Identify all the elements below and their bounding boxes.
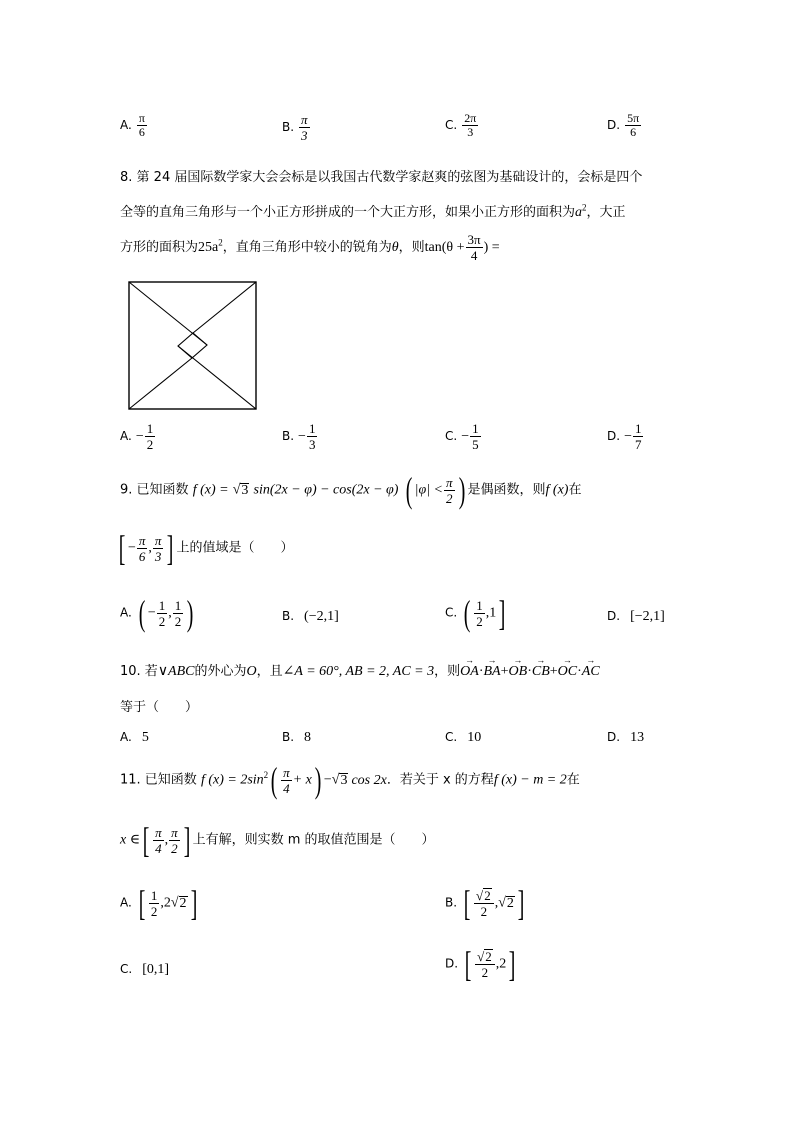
math-expr: 25a — [198, 240, 219, 255]
option-label: C. — [445, 118, 458, 133]
bracket-right: ] — [183, 820, 190, 860]
q7-option-d[interactable] — [607, 112, 642, 139]
math-expr: x ∈ — [120, 832, 141, 848]
denominator: 4 — [155, 840, 162, 856]
dot: · — [527, 664, 532, 679]
option-value: ,2 — [495, 956, 507, 972]
option-label: A. — [120, 605, 132, 620]
minus-sign: − — [128, 540, 136, 556]
option-value: 10 — [467, 730, 482, 745]
q8-option-c[interactable] — [445, 421, 482, 452]
math-expr: |φ| < — [414, 482, 443, 498]
vector-oa: → OA — [460, 664, 479, 680]
q11-text: ．若关于 x 的方程 — [386, 772, 494, 788]
q9-option-d[interactable] — [607, 607, 665, 625]
paren-left: ( — [270, 760, 278, 800]
bracket-right: ] — [517, 883, 525, 923]
math-var: O — [246, 664, 257, 679]
option-value: [−2,1] — [630, 609, 665, 624]
denominator: 5 — [472, 437, 479, 452]
q11-option-b[interactable] — [445, 885, 527, 921]
q8-text: ，大正 — [586, 205, 626, 220]
paren-right: ) — [458, 470, 465, 510]
bracket-left: [ — [138, 883, 146, 923]
q8-line2 — [120, 201, 626, 221]
fraction — [444, 475, 455, 506]
sign: − — [135, 429, 144, 445]
option-label: B. — [282, 429, 295, 444]
denominator: 6 — [138, 548, 146, 564]
sqrt-symbol: √ — [232, 482, 241, 498]
minus-sign: − — [323, 772, 332, 788]
math-expr: ∠A = 60°, AB = 2, AC = 3 — [282, 664, 435, 679]
option-value: 13 — [630, 730, 645, 745]
denominator: 6 — [630, 125, 637, 139]
numerator: 1 — [150, 887, 158, 903]
q9-text: 上的值域是（ ） — [176, 540, 294, 556]
denominator: 4 — [283, 780, 290, 796]
q10-option-c[interactable] — [445, 728, 481, 746]
sqrt-body: 3 — [340, 772, 348, 788]
fraction — [157, 598, 168, 629]
denominator: 2 — [480, 903, 488, 919]
bracket-left: [ — [464, 944, 472, 984]
fraction — [474, 598, 485, 629]
denominator: 3 — [467, 125, 474, 139]
q8-text: ，直角三角形中较小的锐角为 — [222, 240, 392, 255]
option-label: D. — [607, 118, 621, 133]
option-label: D. — [607, 730, 621, 744]
option-label: D. — [607, 609, 621, 623]
fraction — [149, 888, 160, 919]
q9-option-b[interactable] — [282, 607, 339, 625]
math-expr: f (x) = — [192, 482, 229, 498]
minus-sign: − — [147, 605, 156, 621]
option-label: B. — [445, 895, 458, 910]
option-label: D. — [607, 429, 621, 444]
numerator: π — [154, 532, 162, 548]
option-value: 8 — [304, 730, 312, 745]
paren-right: ) — [314, 760, 322, 800]
option-value: [0,1] — [142, 962, 170, 977]
fraction — [462, 112, 478, 139]
denominator: 3 — [308, 437, 316, 452]
denominator: 2 — [476, 613, 483, 629]
vector-ac: → AC — [582, 664, 600, 680]
numerator: 1 — [146, 421, 154, 436]
fraction — [466, 232, 483, 263]
vector-oc: → OC — [558, 664, 577, 680]
fraction — [137, 112, 147, 139]
math-var: θ — [391, 240, 399, 255]
paren-left: ( — [463, 593, 471, 633]
fraction — [169, 825, 180, 856]
numerator: √2 — [475, 949, 495, 965]
numerator: 1 — [634, 421, 642, 436]
q11-option-a[interactable] — [120, 885, 200, 921]
fraction — [474, 888, 494, 919]
bracket-left: [ — [118, 528, 126, 568]
option-value: ,2 — [160, 895, 171, 911]
q8-line3 — [120, 232, 500, 263]
sign: − — [624, 429, 632, 445]
fraction — [470, 421, 481, 452]
q11-option-d[interactable] — [445, 946, 518, 982]
dot: · — [577, 664, 582, 679]
q9-text: 在 — [568, 482, 582, 498]
numerator: π — [445, 474, 453, 490]
denominator: 2 — [146, 437, 154, 452]
q8-line1: 8. 第 24 届国际数学家大会会标是以我国古代数学家赵爽的弦图为基础设计的，会标是四个 — [120, 170, 643, 185]
option-label: B. — [282, 730, 295, 744]
sqrt-body: 2 — [179, 895, 187, 911]
q8-text: ，则 — [398, 240, 425, 255]
plus: + — [549, 664, 558, 679]
denominator: 6 — [138, 125, 145, 139]
bracket-right: ] — [167, 528, 174, 568]
plus: + — [500, 664, 509, 679]
option-label: D. — [445, 956, 459, 971]
fraction — [475, 949, 495, 980]
math-var: a — [575, 205, 583, 220]
q10-text: ，则 — [434, 664, 461, 679]
paren-left: ( — [405, 470, 412, 510]
q9-line2 — [116, 530, 293, 566]
sqrt-symbol: √ — [498, 895, 506, 911]
math-expr: + x — [292, 772, 312, 788]
numerator: 2π — [464, 111, 477, 125]
q9-text: 9. 已知函数 — [120, 482, 189, 498]
outer-square — [129, 282, 256, 409]
denominator: 2 — [481, 964, 489, 980]
vector-cb: → CB — [532, 664, 550, 680]
numerator: π — [171, 824, 178, 840]
q8-text: 方形的面积为 — [120, 240, 199, 255]
numerator: π — [283, 764, 290, 780]
denominator: 2 — [445, 490, 453, 506]
fraction — [153, 533, 164, 564]
sign: − — [298, 429, 306, 445]
bracket-right: ] — [508, 944, 516, 984]
sqrt-body: 2 — [485, 948, 492, 964]
comma: , — [168, 605, 172, 621]
q8-option-b[interactable] — [282, 421, 318, 452]
math-expr: ) = — [483, 240, 500, 255]
numerator: 3π — [467, 232, 481, 247]
option-value: (−2,1] — [304, 609, 339, 624]
q11-text: 11. 已知函数 — [120, 772, 197, 788]
numerator: 1 — [174, 597, 182, 613]
fraction — [281, 765, 292, 796]
sqrt-symbol: √ — [331, 772, 340, 788]
math-expr: sin(2x − φ) − cos(2x − φ) — [253, 482, 399, 498]
option-label: A. — [120, 895, 132, 910]
triangle-edge — [193, 282, 256, 333]
q10-line1 — [120, 660, 600, 680]
q8-text: 全等的直角三角形与一个小正方形拼成的一个大正方形，如果小正方形的面积为 — [120, 205, 576, 220]
comma: , — [164, 832, 169, 848]
math-expr: f (x) = 2sin — [200, 772, 264, 788]
numerator: π — [138, 532, 146, 548]
numerator: π — [138, 111, 145, 125]
bracket-right: ] — [498, 593, 506, 633]
option-label: B. — [282, 609, 295, 623]
denominator: 3 — [154, 548, 162, 564]
fraction — [137, 533, 148, 564]
inner-square — [178, 333, 207, 358]
bracket-left: [ — [463, 883, 471, 923]
denominator: 3 — [301, 128, 308, 143]
q11-line2 — [120, 822, 435, 858]
triangle-edge — [129, 358, 192, 409]
q9-option-a[interactable] — [120, 595, 196, 631]
superscript: 2 — [218, 237, 223, 248]
numerator: π — [301, 112, 308, 127]
fraction — [153, 825, 164, 856]
q10-text: ，且 — [256, 664, 283, 679]
numerator: 1 — [158, 597, 166, 613]
q10-option-d[interactable] — [607, 728, 644, 746]
bracket-right: ] — [190, 883, 197, 923]
q8-option-d[interactable] — [607, 421, 644, 452]
q7-option-b[interactable] — [282, 112, 311, 143]
sqrt-body: 2 — [506, 895, 514, 911]
option-value: 5 — [141, 730, 149, 745]
q10-option-a[interactable] — [120, 728, 149, 746]
fraction — [307, 421, 318, 452]
comma: , — [148, 540, 152, 556]
numerator: √2 — [474, 888, 494, 904]
sqrt-symbol: √ — [170, 895, 179, 911]
option-label: C. — [445, 605, 458, 620]
numerator: 5π — [627, 111, 640, 125]
paren-left: ( — [138, 593, 146, 633]
fraction — [173, 598, 184, 629]
option-label: C. — [120, 962, 133, 976]
dot: · — [478, 664, 484, 679]
option-label: C. — [445, 730, 458, 744]
q9-line1 — [120, 472, 581, 508]
q9-text: 是偶函数，则 — [467, 482, 546, 498]
math-expr: ∨ABC — [157, 664, 195, 679]
denominator: 7 — [634, 437, 642, 452]
vector-ob: → OB — [509, 664, 528, 680]
q11-option-c[interactable] — [120, 960, 169, 978]
superscript: 2 — [263, 770, 269, 781]
q11-line1 — [120, 762, 580, 798]
option-label: B. — [282, 120, 295, 135]
vector-ba: → BA — [484, 664, 501, 680]
superscript: 2 — [582, 202, 587, 213]
q10-text: 的外心为 — [194, 664, 247, 679]
q10-text: 10. 若 — [120, 664, 158, 679]
fraction — [299, 112, 310, 143]
denominator: 2 — [171, 840, 178, 856]
comma: , — [494, 895, 499, 911]
option-label: A. — [120, 118, 132, 133]
math-expr: f (x) — [545, 482, 569, 498]
fraction — [145, 421, 156, 452]
bracket-left: [ — [142, 820, 150, 860]
numerator: 1 — [476, 597, 483, 613]
q11-text: 上有解，则实数 m 的取值范围是（ ） — [192, 832, 435, 848]
option-label: A. — [120, 730, 132, 744]
q8-option-a[interactable] — [120, 421, 156, 452]
denominator: 2 — [158, 613, 166, 629]
numerator: 1 — [308, 421, 316, 436]
paren-right: ) — [186, 593, 194, 633]
q10-line2: 等于（ ） — [120, 700, 199, 715]
denominator: 4 — [470, 248, 478, 263]
fraction — [633, 421, 644, 452]
option-value: ,1 — [485, 605, 497, 621]
q7-option-c[interactable] — [445, 112, 479, 139]
math-expr: f (x) − m = 2 — [493, 772, 567, 788]
fraction — [625, 112, 641, 139]
q7-option-a[interactable] — [120, 112, 148, 139]
math-expr: cos 2x — [351, 772, 387, 788]
numerator: π — [155, 824, 162, 840]
numerator: 1 — [472, 421, 479, 436]
option-label: A. — [120, 429, 132, 444]
sqrt-body: 2 — [484, 887, 491, 903]
math-expr: tan(θ + — [424, 240, 465, 255]
denominator: 2 — [174, 613, 182, 629]
option-label: C. — [445, 429, 458, 444]
q11-text: 在 — [566, 772, 580, 788]
string-diagram-figure — [128, 281, 258, 411]
denominator: 2 — [150, 903, 158, 919]
q9-option-c[interactable] — [445, 595, 508, 631]
sign: − — [461, 429, 470, 445]
sqrt-body: 3 — [241, 482, 249, 498]
q10-option-b[interactable] — [282, 728, 311, 746]
